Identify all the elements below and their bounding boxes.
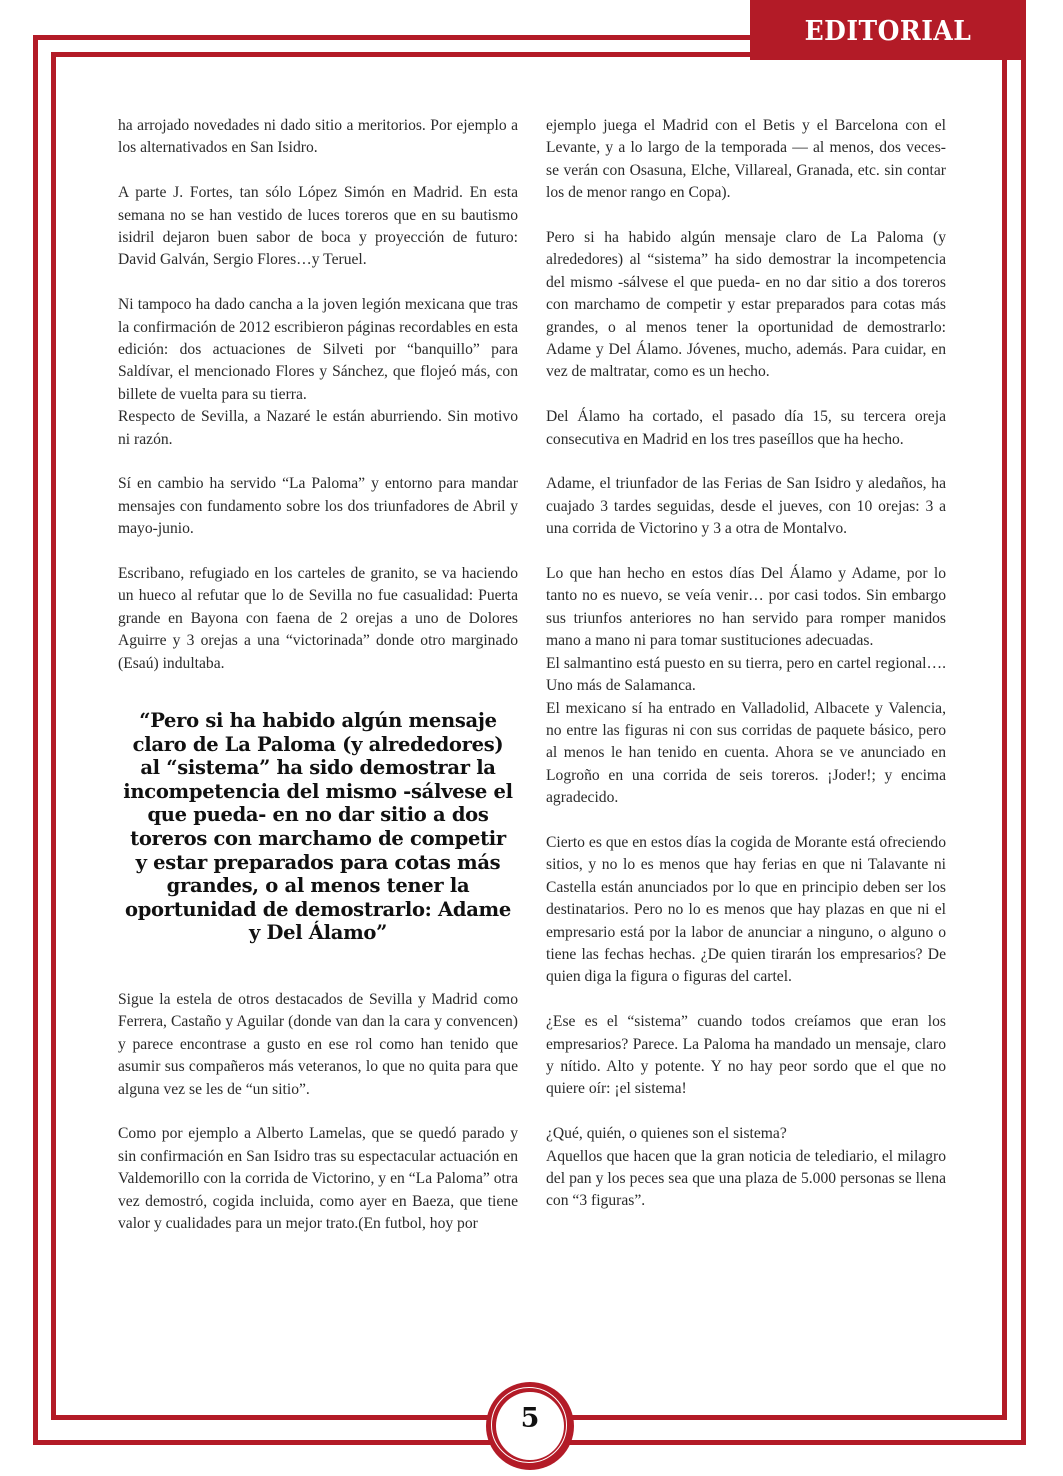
paragraph: Escribano, refugiado en los carteles de granito, se va haciendo un hueco al refutar que lo de Sevilla no fue casualidad: Puerta grande en Bayona con faena de 2 orejas a uno de Dolores Aguirre y 3 orejas a una “victorinada” donde otro marginado (Esaú) indultaba.: [118, 565, 518, 672]
section-label: EDITORIAL: [804, 14, 972, 46]
left-column: [118, 115, 518, 1258]
paragraph: El salmantino está puesto en su tierra, pero en cartel regional…. Uno más de Salamanca.: [546, 654, 946, 695]
paragraph: El mexicano sí ha entrado en Valladolid, Albacete y Valencia, no entre las figuras ni con sus corridas de paquete básico, pero al menos le han tenido en cuenta. Ahora se ve anunciado en Logroño en una corrida de seis toreros. ¡Joder!; y encima agradecido.: [546, 699, 946, 807]
paragraph: Lo que han hecho en estos días Del Álamo y Adame, por lo tanto no es nuevo, se veía venir… por casi todos. Sin embargo sus triunfos anteriores no han servido para romper manidos mano a mano ni para tomar sustituciones adecuadas.: [546, 565, 946, 650]
paragraph: Del Álamo ha cortado, el pasado día 15, su tercera oreja consecutiva en Madrid en los tres paseíllos que ha hecho.: [546, 408, 946, 448]
paragraph: Pero si ha habido algún mensaje claro de La Paloma (y alrededores) al “sistema” ha sido demostrar la incompetencia del mismo -sálvese el que pueda- en no dar sitio a dos toreros con marchamo de competir y estar preparados para cotas más grandes, o al menos tener la oportunidad de demostrarlo: Adame y Del Álamo. Jóvenes, mucho, además. Para cuidar, en vez de maltratar, como es un hecho.: [546, 229, 946, 381]
paragraph: Aquellos que hacen que la gran noticia de telediario, el milagro del pan y los peces sea que una plaza de 5.000 personas se llena con “3 figuras”.: [546, 1147, 946, 1210]
page-number: 5: [520, 1403, 540, 1434]
paragraph: ¿Ese es el “sistema” cuando todos creíamos que eran los empresarios? Parece. La Paloma ha mandado un mensaje, claro y nítido. Alto y potente. Y no hay peor sordo que el que no quiere oír: ¡el sistema!: [546, 1013, 946, 1098]
paragraph: Sigue la estela de otros destacados de Sevilla y Madrid como Ferrera, Castaño y Aguilar (donde van dan la cara y convencen) y parece encontrase a gusto en ese rol como han tenido que asumir sus compañeros más veteranos, lo que no quita para que alguna vez se les de “un sitio”.: [118, 991, 518, 1098]
paragraph: Cierto es que en estos días la cogida de Morante está ofreciendo sitios, y no lo es menos que hay ferias en que ni Talavante ni Castella están anunciados por lo que en principio deben ser los destinatarios. Pero no lo es menos que hay plazas en que ni el empresario está por la labor de anunciar a ninguno, o alguno o tiene las fechas hechas. ¿De quien tirarán los empresarios? De quien diga la figura o figuras del cartel.: [546, 833, 946, 986]
pull-quote: “Pero si ha habido algún mensaje claro de La Paloma (y alrededores) al “sistema” ha sido demostrar la incompetencia del mismo -sálvese el que pueda- en no dar sitio a dos toreros con marchamo de competir y estar preparados para cotas más grandes, o al menos tener la oportunidad de demostrarlo: Adame y Del Álamo”: [123, 709, 513, 945]
paragraph: Adame, el triunfador de las Ferias de San Isidro y aledaños, ha cuajado 3 tardes seguidas, desde el jueves, con 10 orejas: 3 a una corrida de Victorino y 3 a otra de Montalvo.: [546, 475, 946, 538]
paragraph: Como por ejemplo a Alberto Lamelas, que se quedó parado y sin confirmación en San Isidro tras su espectacular actuación en Valdemorillo con la corrida de Victorino, y en “La Paloma” otra vez demostró, cogida incluida, como ayer en Baeza, que tiene valor y cualidades para un mejor trato.(En futbol, hoy por: [118, 1125, 518, 1233]
paragraph: A parte J. Fortes, tan sólo López Simón en Madrid. En esta semana no se han vestido de luces toreros que en su bautismo isidril dejaron buen sabor de boca y proyección de futuro: David Galván, Sergio Flores…y Teruel.: [118, 184, 518, 269]
paragraph: ha arrojado novedades ni dado sitio a meritorios. Por ejemplo a los alternativados en San Isidro.: [118, 117, 518, 157]
paragraph: ¿Qué, quién, o quienes son el sistema?: [546, 1125, 787, 1143]
paragraph: ejemplo juega el Madrid con el Betis y el Barcelona con el Levante, y a lo largo de la temporada — al menos, dos veces- se verán con Osasuna, Elche, Villareal, Granada, etc. sin contar los de menor rango en Copa).: [546, 117, 946, 202]
section-banner: [750, 0, 1026, 60]
paragraph: Sí en cambio ha servido “La Paloma” y entorno para mandar mensajes con fundamento sobre los dos triunfadores de Abril y mayo-junio.: [118, 475, 518, 538]
paragraph: Ni tampoco ha dado cancha a la joven legión mexicana que tras la confirmación de 2012 escribieron páginas recordables en esta edición: dos actuaciones de Silveti por “banquillo” para Saldívar, el mencionado Flores y Sánchez, que flojeó más, con billete de vuelta para su tierra.: [118, 296, 518, 403]
paragraph: Respecto de Sevilla, a Nazaré le están aburriendo. Sin motivo ni razón.: [118, 408, 518, 448]
right-column: [546, 115, 946, 1235]
